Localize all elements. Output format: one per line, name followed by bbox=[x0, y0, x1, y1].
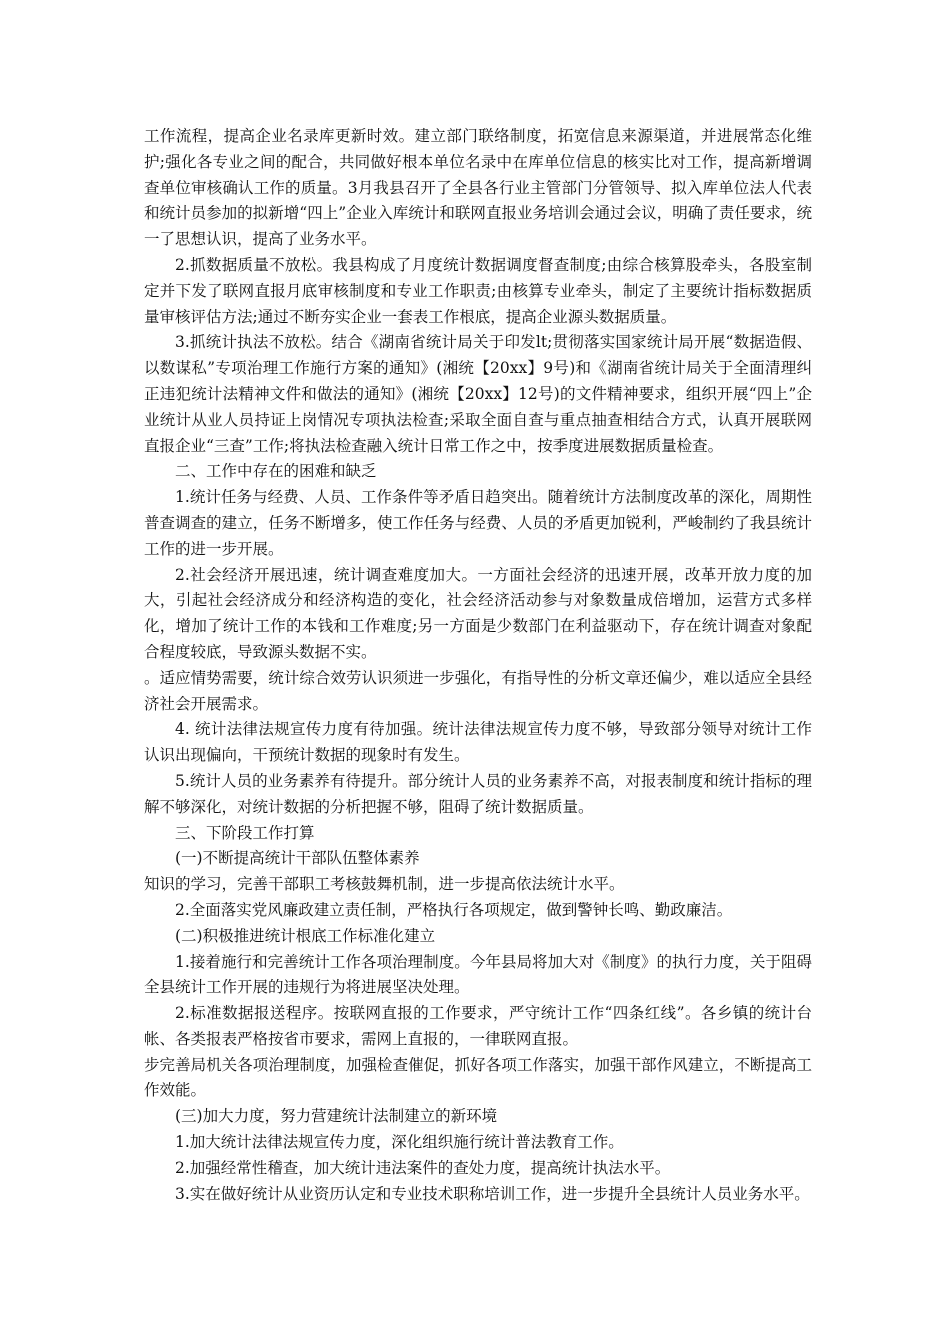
paragraph-plan-2-fragment: 步完善局机关各项治理制度，加强检查催促，抓好各项工作落实，加强干部作风建立，不断提高工作效能。 bbox=[144, 1055, 812, 1100]
paragraph-statistics-enforcement: 3.抓统计执法不放松。结合《湖南省统计局关于印发lt;贯彻落实国家统计局开展“数据造假、以数谋私”专项治理工作施行方案的通知》(湘统【20xx】9号)和《湖南省统计局关于全面清理纠正违犯统计法精神文件和做法的通知》(湘统【20xx】12号)的文件精神要求，组织开展“四上”企业统计从业人员持证上岗情况专项执法检查;采取全面自查与重点抽查相结合方式，认真开展联网直报企业“三查”工作;将执法检查融入统计日常工作之中，按季度进展数据质量检查。 bbox=[144, 333, 812, 455]
subheading-plan-3: (三)加大力度，努力营建统计法制建立的新环境 bbox=[175, 1107, 498, 1126]
paragraph-data-quality: 2.抓数据质量不放松。我县构成了月度统计数据调度督查制度;由综合核算股牵头，各股室制定并下发了联网直报月底审核制度和专业工作职责;由核算专业牵头，制定了主要统计指标数据质量审核评估方法;通过不断夯实企业一套表工作根底，提高企业源头数据质量。 bbox=[144, 255, 812, 326]
paragraph-plan-1-fragment: 知识的学习，完善干部职工考核鼓舞机制，进一步提高依法统计水平。 bbox=[144, 875, 625, 894]
paragraph-difficulty-3-fragment: 。适应情势需要，统计综合效劳认识须进一步强化，有指导性的分析文章还偏少，难以适应全县经济社会开展需求。 bbox=[144, 668, 812, 713]
paragraph-difficulty-5: 5.统计人员的业务素养有待提升。部分统计人员的业务素养不高，对报表制度和统计指标的理解不够深化，对统计数据的分析把握不够，阻碍了统计数据质量。 bbox=[144, 771, 812, 816]
paragraph-plan-3-item-1: 1.加大统计法律法规宣传力度，深化组织施行统计普法教育工作。 bbox=[175, 1133, 624, 1152]
paragraph-plan-3-item-3: 3.实在做好统计从业资历认定和专业技术职称培训工作，进一步提升全县统计人员业务水平。 bbox=[175, 1184, 810, 1203]
paragraph-difficulty-4: 4. 统计法律法规宣传力度有待加强。统计法律法规宣传力度不够，导致部分领导对统计工作认识出现偏向，干预统计数据的现象时有发生。 bbox=[144, 720, 812, 765]
document-body bbox=[144, 124, 812, 1207]
subheading-plan-1: (一)不断提高统计干部队伍整体素养 bbox=[175, 849, 420, 868]
paragraph-plan-3-item-2: 2.加强经常性稽查，加大统计违法案件的查处力度，提高统计执法水平。 bbox=[175, 1158, 671, 1177]
paragraph-record-maintenance: 工作流程，提高企业名录库更新时效。建立部门联络制度，拓宽信息来源渠道，并进展常态化维护;强化各专业之间的配合，共同做好根本单位名录中在库单位信息的核实比对工作，提高新增调查单位审核确认工作的质量。3月我县召开了全县各行业主管部门分管领导、拟入库单位法人代表和统计员参加的拟新增“四上”企业入库统计和联网直报业务培训会通过会议，明确了责任要求，统一了思想认识，提高了业务水平。 bbox=[144, 127, 812, 249]
section-heading-difficulties: 二、工作中存在的困难和缺乏 bbox=[175, 462, 377, 481]
section-heading-next-plan: 三、下阶段工作打算 bbox=[175, 823, 315, 842]
paragraph-difficulty-1: 1.统计任务与经费、人员、工作条件等矛盾日趋突出。随着统计方法制度改革的深化，周期性普查调查的建立，任务不断增多，使工作任务与经费、人员的矛盾更加锐利，严峻制约了我县统计工作的进一步开展。 bbox=[144, 488, 812, 558]
subheading-plan-2: (二)积极推进统计根底工作标准化建立 bbox=[175, 926, 436, 945]
paragraph-difficulty-2: 2.社会经济开展迅速，统计调查难度加大。一方面社会经济的迅速开展，改革开放力度的加大，引起社会经济成分和经济构造的变化，社会经济活动参与对象数量成倍增加，运营方式多样化，增加了统计工作的本钱和工作难度;另一方面是少数部门在利益驱动下，存在统计调查对象配合程度较底，导致源头数据不实。 bbox=[144, 565, 812, 661]
paragraph-plan-2-item-1: 1.接着施行和完善统计工作各项治理制度。今年县局将加大对《制度》的执行力度，关于阻碍全县统计工作开展的违规行为将进展坚决处理。 bbox=[144, 952, 812, 997]
paragraph-plan-2-item-2: 2.标准数据报送程序。按联网直报的工作要求，严守统计工作“四条红线”。各乡镇的统计台帐、各类报表严格按省市要求，需网上直报的，一律联网直报。 bbox=[144, 1004, 812, 1048]
paragraph-plan-1-item-2: 2.全面落实党风廉政建立责任制，严格执行各项规定，做到警钟长鸣、勤政廉洁。 bbox=[175, 900, 733, 919]
